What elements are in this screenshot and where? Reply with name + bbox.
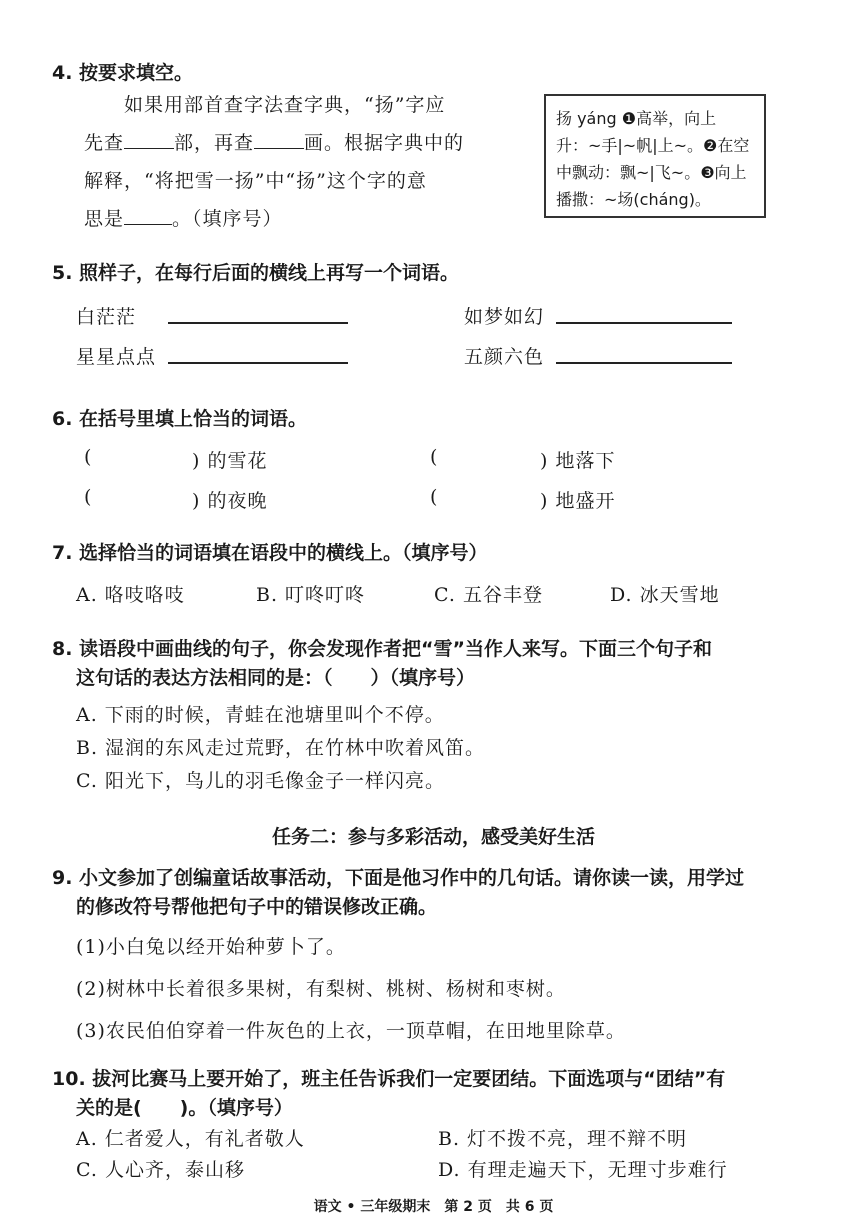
task2-title: 任务二：参与多彩活动，感受美好生活 — [271, 826, 595, 848]
q5-word-4: 五颜六色 — [464, 346, 545, 368]
dictionary-entry-box — [544, 94, 766, 218]
q5-answer-line-2[interactable] — [556, 322, 732, 324]
q10-option-d: D. 有理走遍天下，无理寸步难行 — [438, 1159, 728, 1181]
q6-blank-1[interactable] — [100, 446, 190, 470]
q5-answer-line-1[interactable] — [168, 322, 348, 324]
q4-blank-radical[interactable] — [124, 130, 174, 149]
q9-sentence-3: (3)农民伯伯穿着一件灰色的上衣，一顶草帽，在田地里除草。 — [76, 1020, 626, 1042]
q9-title-line2: 的修改符号帮他把句子中的错误修改正确。 — [76, 896, 438, 918]
q10-title-line1: 10. 拔河比赛马上要开始了，班主任告诉我们一定要团结。下面选项与“团结”有 — [52, 1068, 726, 1090]
q4-line2-b: 部，再查 — [174, 132, 255, 154]
q9-sentence-1: (1)小白兔以经开始种萝卜了。 — [76, 936, 346, 958]
q6-blank-4[interactable] — [446, 486, 538, 510]
q10-option-b: B. 灯不拨不亮，理不辩不明 — [438, 1128, 688, 1150]
q4-line2-c: 画。根据字典中的 — [304, 132, 465, 154]
q6-item-1: ) 的雪花 — [192, 450, 268, 472]
q6-lparen-3: ( — [84, 486, 93, 508]
q4-blank-strokes[interactable] — [254, 130, 304, 149]
q6-item-2: ) 地落下 — [540, 450, 616, 472]
q6-item-3: ) 的夜晚 — [192, 490, 268, 512]
q5-word-3: 星星点点 — [76, 346, 157, 368]
q4-line3: 解释，“将把雪一扬”中“扬”这个字的意 — [84, 170, 427, 192]
q4-line2 — [84, 128, 464, 155]
page-footer: 语文 • 三年级期末 第 2 页 共 6 页 — [313, 1199, 554, 1215]
q6-lparen-2: ( — [430, 446, 439, 468]
dict-line-1: 扬 yáng ❶高举，向上 — [556, 109, 717, 128]
q8-option-c: C. 阳光下，鸟儿的羽毛像金子一样闪亮。 — [76, 770, 445, 792]
q6-lparen-4: ( — [430, 486, 439, 508]
q8-title-line2: 这句话的表达方法相同的是：（ ）（填序号） — [76, 667, 476, 689]
q7-option-a: A. 咯吱咯吱 — [76, 584, 185, 606]
q6-blank-2[interactable] — [446, 446, 538, 470]
q4-line1: 如果用部首查字法查字典，“扬”字应 — [124, 94, 446, 116]
q7-option-c: C. 五谷丰登 — [434, 584, 543, 606]
q4-line4-b: 。（填序号） — [172, 208, 283, 230]
dict-line-2: 升：~手|~帆|上~。❷在空 — [556, 136, 750, 155]
q8-option-b: B. 湿润的东风走过荒野，在竹林中吹着风笛。 — [76, 737, 486, 759]
q8-title-line1: 8. 读语段中画曲线的句子，你会发现作者把“雪”当作人来写。下面三个句子和 — [52, 638, 713, 660]
q4-line4 — [84, 204, 283, 231]
q9-sentence-2: (2)树林中长着很多果树，有梨树、桃树、杨树和枣树。 — [76, 978, 566, 1000]
q8-option-a: A. 下雨的时候，青蛙在池塘里叫个不停。 — [76, 704, 445, 726]
q7-title: 7. 选择恰当的词语填在语段中的横线上。（填序号） — [52, 542, 488, 564]
q10-option-a: A. 仁者爱人，有礼者敬人 — [76, 1128, 305, 1150]
q4-line4-a: 思是 — [84, 208, 125, 230]
q5-word-1: 白茫茫 — [76, 306, 137, 328]
dict-line-4: 播撒：~场(cháng)。 — [556, 190, 711, 209]
q5-answer-line-4[interactable] — [556, 362, 732, 364]
q6-title: 6. 在括号里填上恰当的词语。 — [52, 408, 308, 430]
q5-answer-line-3[interactable] — [168, 362, 348, 364]
q10-title-line2: 关的是( )。（填序号） — [76, 1097, 293, 1119]
q7-option-d: D. 冰天雪地 — [610, 584, 720, 606]
q4-title: 4. 按要求填空。 — [52, 62, 194, 84]
q9-title-line1: 9. 小文参加了创编童话故事活动，下面是他习作中的几句话。请你读一读，用学过 — [52, 867, 745, 889]
q7-option-b: B. 叮咚叮咚 — [256, 584, 366, 606]
q6-blank-3[interactable] — [100, 486, 190, 510]
q6-lparen-1: ( — [84, 446, 93, 468]
q10-option-c: C. 人心齐，泰山移 — [76, 1159, 245, 1181]
dict-line-3: 中飘动：飘~|飞~。❸向上 — [556, 163, 747, 182]
q5-word-2: 如梦如幻 — [464, 306, 545, 328]
q5-title: 5. 照样子，在每行后面的横线上再写一个词语。 — [52, 262, 460, 284]
q6-item-4: ) 地盛开 — [540, 490, 616, 512]
q4-line2-a: 先查 — [84, 132, 125, 154]
q4-blank-meaning[interactable] — [124, 206, 172, 225]
